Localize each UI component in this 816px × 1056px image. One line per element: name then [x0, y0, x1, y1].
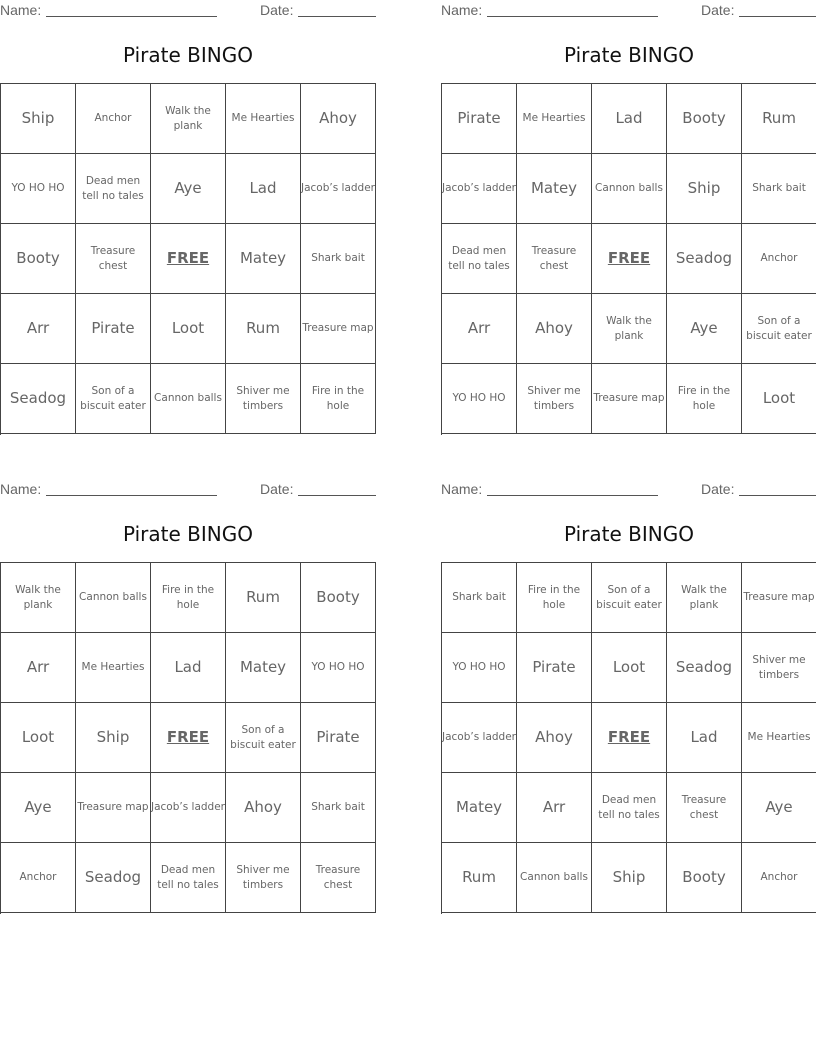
bingo-cell: Loot	[592, 633, 667, 703]
bingo-cell: Aye	[742, 773, 816, 843]
bingo-cell: Matey	[442, 773, 517, 843]
free-space-cell: FREE	[592, 703, 667, 773]
card-title: Pirate BINGO	[123, 43, 253, 67]
bingo-grid	[0, 562, 376, 914]
bingo-cell: Seadog	[1, 364, 76, 434]
bingo-cell: Shark bait	[742, 154, 816, 224]
bingo-cell: Matey	[517, 154, 592, 224]
bingo-cell: Arr	[1, 633, 76, 703]
bingo-cell: Matey	[226, 224, 301, 294]
name-date-row	[0, 0, 376, 20]
bingo-cell: Ship	[667, 154, 742, 224]
date-blank-line	[739, 16, 816, 17]
name-blank-line	[487, 495, 658, 496]
date-blank-line	[298, 16, 376, 17]
bingo-cell: Pirate	[442, 84, 517, 154]
bingo-cell: Matey	[226, 633, 301, 703]
bingo-cell: Cannon balls	[592, 154, 667, 224]
bingo-cell: Shiver me timbers	[226, 364, 301, 434]
bingo-cell: Seadog	[667, 633, 742, 703]
free-space-cell: FREE	[151, 224, 226, 294]
bingo-cell: Treasure chest	[301, 843, 376, 913]
bingo-cell: Booty	[1, 224, 76, 294]
bingo-cell: Aye	[1, 773, 76, 843]
bingo-cell: Fire in the hole	[517, 563, 592, 633]
bingo-cell: Anchor	[742, 224, 816, 294]
bingo-cell: Ship	[592, 843, 667, 913]
bingo-cell: Walk the plank	[151, 84, 226, 154]
name-label: Name:	[0, 481, 42, 497]
bingo-cell: Me Hearties	[76, 633, 151, 703]
name-date-row	[441, 479, 816, 499]
bingo-cell: Pirate	[517, 633, 592, 703]
bingo-cell: Treasure map	[76, 773, 151, 843]
bingo-cell: Cannon balls	[76, 563, 151, 633]
card-title: Pirate BINGO	[564, 43, 694, 67]
bingo-cell: Me Hearties	[226, 84, 301, 154]
bingo-cell: Treasure chest	[667, 773, 742, 843]
bingo-cell: Son of a biscuit eater	[592, 563, 667, 633]
bingo-cell: YO HO HO	[1, 154, 76, 224]
name-blank-line	[46, 16, 217, 17]
date-label: Date:	[260, 481, 294, 497]
bingo-cell: Jacob’s ladder	[442, 703, 517, 773]
bingo-cell: Ahoy	[517, 294, 592, 364]
bingo-cell: Walk the plank	[667, 563, 742, 633]
date-label: Date:	[701, 2, 735, 18]
bingo-cell: Ship	[76, 703, 151, 773]
bingo-cell: Treasure chest	[76, 224, 151, 294]
bingo-cell: Fire in the hole	[151, 563, 226, 633]
bingo-cell: Walk the plank	[592, 294, 667, 364]
card-title: Pirate BINGO	[564, 522, 694, 546]
bingo-cell: YO HO HO	[442, 364, 517, 434]
name-blank-line	[46, 495, 217, 496]
bingo-cell: Aye	[667, 294, 742, 364]
bingo-cell: Treasure map	[592, 364, 667, 434]
bingo-cell: Fire in the hole	[667, 364, 742, 434]
bingo-cell: Rum	[226, 563, 301, 633]
name-date-row	[0, 479, 376, 499]
bingo-cell: YO HO HO	[442, 633, 517, 703]
name-label: Name:	[441, 481, 483, 497]
free-space-cell: FREE	[151, 703, 226, 773]
bingo-cell: Walk the plank	[1, 563, 76, 633]
bingo-cell: Anchor	[76, 84, 151, 154]
bingo-cell: Shark bait	[301, 773, 376, 843]
bingo-cell: Dead men tell no tales	[442, 224, 517, 294]
bingo-cell: Pirate	[76, 294, 151, 364]
bingo-cell: Me Hearties	[742, 703, 816, 773]
bingo-cell: Anchor	[742, 843, 816, 913]
bingo-cell: Booty	[301, 563, 376, 633]
bingo-cell: Booty	[667, 843, 742, 913]
bingo-cell: Treasure chest	[517, 224, 592, 294]
bingo-cell: Seadog	[76, 843, 151, 913]
bingo-cell: Son of a biscuit eater	[76, 364, 151, 434]
bingo-cell: Pirate	[301, 703, 376, 773]
bingo-cell: Shiver me timbers	[742, 633, 816, 703]
bingo-cell: YO HO HO	[301, 633, 376, 703]
bingo-cell: Jacob’s ladder	[442, 154, 517, 224]
name-label: Name:	[0, 2, 42, 18]
free-space-cell: FREE	[592, 224, 667, 294]
bingo-grid	[0, 83, 376, 435]
bingo-grid	[441, 562, 816, 914]
bingo-cell: Shiver me timbers	[517, 364, 592, 434]
bingo-cell: Treasure map	[301, 294, 376, 364]
bingo-cell: Cannon balls	[517, 843, 592, 913]
bingo-cell: Rum	[442, 843, 517, 913]
bingo-cell: Lad	[592, 84, 667, 154]
bingo-cell: Lad	[226, 154, 301, 224]
name-date-row	[441, 0, 816, 20]
date-blank-line	[739, 495, 816, 496]
bingo-cell: Dead men tell no tales	[76, 154, 151, 224]
bingo-cell: Rum	[226, 294, 301, 364]
bingo-cell: Dead men tell no tales	[151, 843, 226, 913]
bingo-cell: Ahoy	[226, 773, 301, 843]
bingo-cell: Ahoy	[301, 84, 376, 154]
bingo-cell: Fire in the hole	[301, 364, 376, 434]
bingo-cell: Son of a biscuit eater	[742, 294, 816, 364]
bingo-cell: Treasure map	[742, 563, 816, 633]
bingo-cell: Shark bait	[301, 224, 376, 294]
bingo-cell: Arr	[517, 773, 592, 843]
bingo-cell: Loot	[742, 364, 816, 434]
name-blank-line	[487, 16, 658, 17]
date-label: Date:	[701, 481, 735, 497]
date-label: Date:	[260, 2, 294, 18]
date-blank-line	[298, 495, 376, 496]
bingo-cell: Jacob’s ladder	[151, 773, 226, 843]
bingo-cell: Son of a biscuit eater	[226, 703, 301, 773]
bingo-grid	[441, 83, 816, 435]
bingo-cell: Loot	[151, 294, 226, 364]
bingo-cell: Ship	[1, 84, 76, 154]
bingo-cell: Loot	[1, 703, 76, 773]
bingo-cell: Shark bait	[442, 563, 517, 633]
bingo-cell: Lad	[667, 703, 742, 773]
bingo-cell: Jacob’s ladder	[301, 154, 376, 224]
bingo-cell: Booty	[667, 84, 742, 154]
bingo-cell: Me Hearties	[517, 84, 592, 154]
bingo-cell: Seadog	[667, 224, 742, 294]
bingo-cell: Anchor	[1, 843, 76, 913]
bingo-cell: Shiver me timbers	[226, 843, 301, 913]
name-label: Name:	[441, 2, 483, 18]
bingo-cell: Dead men tell no tales	[592, 773, 667, 843]
card-title: Pirate BINGO	[123, 522, 253, 546]
bingo-cell: Rum	[742, 84, 816, 154]
bingo-cell: Lad	[151, 633, 226, 703]
bingo-cell: Arr	[1, 294, 76, 364]
bingo-cell: Cannon balls	[151, 364, 226, 434]
bingo-cell: Aye	[151, 154, 226, 224]
bingo-cell: Ahoy	[517, 703, 592, 773]
bingo-cell: Arr	[442, 294, 517, 364]
